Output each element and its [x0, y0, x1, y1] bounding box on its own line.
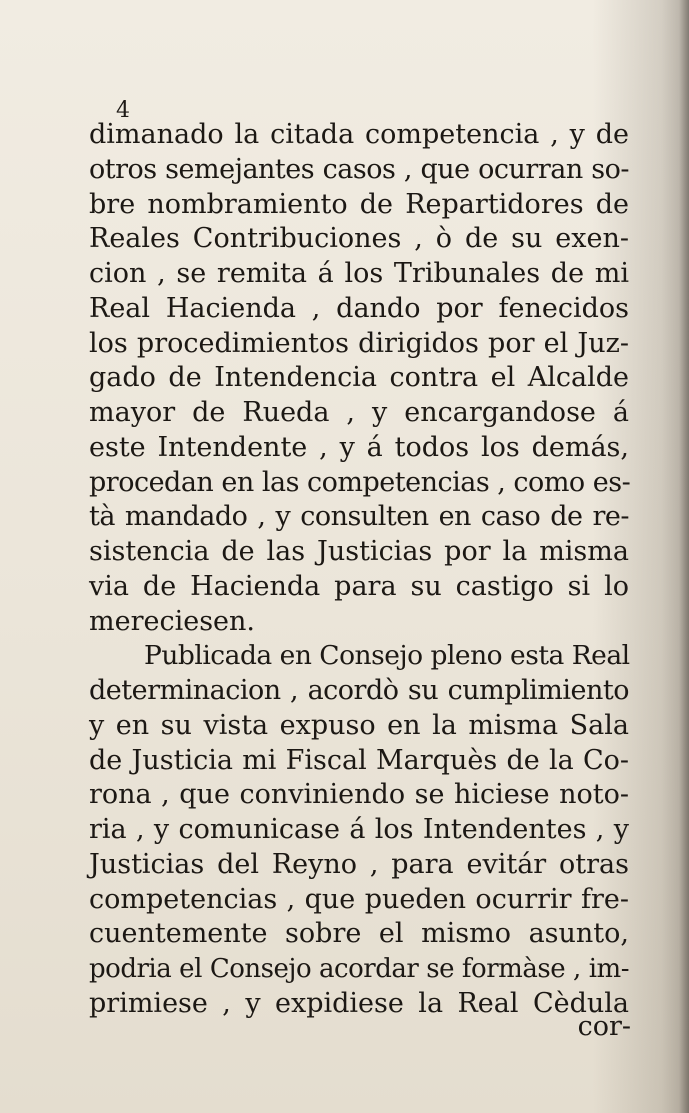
text-line: primiese , y expidiese la Real Cèdula [89, 987, 629, 1019]
text-line: Reales Contribuciones , ò de su exen- [89, 223, 629, 255]
page-edge-shadow [679, 0, 689, 1113]
text-line: Real Hacienda , dando por fenecidos [89, 292, 629, 324]
text-line: mayor de Rueda , y encargandose á [89, 397, 629, 428]
text-line: podria el Consejo acordar se formàse , im- [89, 954, 629, 984]
body-text [89, 118, 629, 1022]
text-line: y en su vista expuso en la misma Sala [89, 709, 629, 741]
text-line: mereciesen. [89, 605, 256, 637]
text-line: ria , y comunicase á los Intendentes , y [89, 814, 629, 845]
text-line: cion , se remita á los Tribunales de mi [89, 258, 629, 289]
text-line: competencias , que pueden ocurrir fre- [89, 883, 629, 915]
text-line: Justicias del Reyno , para evitár otras [89, 848, 629, 880]
catchword: cor- [577, 1011, 631, 1042]
text-line: rona , que conviniendo se hiciese noto- [89, 779, 629, 811]
text-line: sistencia de las Justicias por la misma [89, 536, 629, 567]
text-line: bre nombramiento de Repartidores de [89, 188, 629, 220]
text-line: gado de Intendencia contra el Alcalde [89, 362, 629, 394]
paragraph-start-line: Publicada en Consejo pleno esta Real [144, 640, 630, 672]
page-number: 4 [116, 98, 130, 123]
text-line: dimanado la citada competencia , y de [89, 119, 629, 150]
text-line: los procedimientos dirigidos por el Juz- [89, 327, 629, 359]
text-line: otros semejantes casos , que ocurran so- [89, 153, 629, 185]
text-line: procedan en las competencias , como es- [89, 466, 631, 498]
text-line: tà mandado , y consulten en caso de re- [89, 501, 629, 533]
text-line: via de Hacienda para su castigo si lo [89, 570, 629, 602]
text-line: de Justicia mi Fiscal Marquès de la Co- [89, 744, 629, 776]
text-line: este Intendente , y á todos los demás, [89, 431, 629, 463]
text-line: determinacion , acordò su cumplimiento [89, 675, 629, 706]
text-line: cuentemente sobre el mismo asunto, [89, 918, 629, 950]
